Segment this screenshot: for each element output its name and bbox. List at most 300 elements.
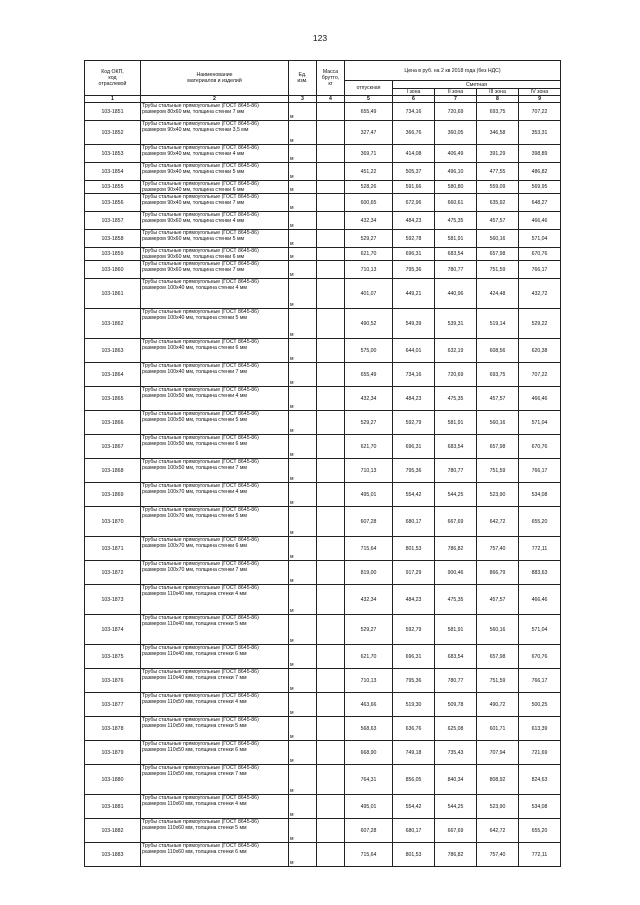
item-name — [141, 669, 289, 693]
item-size-line: размером 100х50 мм, толщина стенки 4 мм — [142, 393, 247, 399]
price-zone-2: 683,54 — [435, 645, 477, 669]
price-zone-1: 917,29 — [393, 561, 435, 585]
item-name-line: Трубы стальные прямоугольные (ГОСТ 8645-86) — [142, 717, 259, 723]
price-zone-1: 636,76 — [393, 717, 435, 741]
price-zone-3: 523,90 — [477, 795, 519, 819]
item-unit: м — [289, 387, 317, 411]
price-zone-4: 466,46 — [519, 212, 561, 230]
price-zone-4: 766,17 — [519, 261, 561, 279]
item-name-line: Трубы стальные прямоугольные (ГОСТ 8645-86) — [142, 795, 259, 801]
price-zone-1: 696,31 — [393, 435, 435, 459]
price-zone-2: 683,54 — [435, 248, 477, 261]
price-zone-2: 780,77 — [435, 459, 477, 483]
column-number: 8 — [477, 96, 519, 103]
price-zone-3: 457,57 — [477, 585, 519, 615]
header-release: отпускная — [345, 81, 393, 96]
price-zone-4: 670,76 — [519, 435, 561, 459]
item-mass — [317, 387, 345, 411]
price-zone-2: 720,69 — [435, 363, 477, 387]
price-release: 621,70 — [345, 248, 393, 261]
item-code: 103-1852 — [85, 121, 141, 145]
item-mass — [317, 145, 345, 163]
price-zone-2: 581,91 — [435, 230, 477, 248]
item-code: 103-1861 — [85, 279, 141, 309]
price-zone-4: 766,17 — [519, 669, 561, 693]
price-zone-1: 795,36 — [393, 459, 435, 483]
price-zone-4: 648,27 — [519, 194, 561, 212]
price-zone-3: 490,72 — [477, 693, 519, 717]
header-unit: Ед. изм. — [289, 61, 317, 96]
item-code: 103-1851 — [85, 103, 141, 121]
table-row — [85, 693, 561, 717]
item-size-line: размером 110х50 мм, толщина стенки 6 мм — [142, 747, 247, 753]
table-row — [85, 181, 561, 194]
item-name — [141, 537, 289, 561]
item-size-line: размером 100х40 мм, толщина стенки 4 мм — [142, 285, 247, 291]
item-code: 103-1858 — [85, 230, 141, 248]
column-number: 6 — [393, 96, 435, 103]
price-zone-1: 680,17 — [393, 819, 435, 843]
item-code: 103-1859 — [85, 248, 141, 261]
item-name — [141, 561, 289, 585]
item-name-line: Трубы стальные прямоугольные (ГОСТ 8645-86) — [142, 279, 259, 285]
column-number: 2 — [141, 96, 289, 103]
item-mass — [317, 309, 345, 339]
item-mass — [317, 795, 345, 819]
item-code: 103-1877 — [85, 693, 141, 717]
price-release: 655,49 — [345, 363, 393, 387]
price-zone-2: 544,25 — [435, 483, 477, 507]
item-code: 103-1860 — [85, 261, 141, 279]
item-unit: м — [289, 717, 317, 741]
table-row — [85, 615, 561, 645]
item-size-line: размером 110х50 мм, толщина стенки 7 мм — [142, 771, 247, 777]
item-name-line: Трубы стальные прямоугольные (ГОСТ 8645-86) — [142, 212, 259, 218]
item-unit: м — [289, 561, 317, 585]
item-name — [141, 248, 289, 261]
price-zone-1: 592,79 — [393, 411, 435, 435]
price-zone-3: 642,72 — [477, 507, 519, 537]
price-release: 432,34 — [345, 585, 393, 615]
item-code: 103-1857 — [85, 212, 141, 230]
price-release: 451,22 — [345, 163, 393, 181]
item-mass — [317, 248, 345, 261]
item-unit: м — [289, 163, 317, 181]
item-mass — [317, 561, 345, 585]
price-zone-1: 449,21 — [393, 279, 435, 309]
item-code: 103-1875 — [85, 645, 141, 669]
table-row — [85, 507, 561, 537]
table-row — [85, 537, 561, 561]
price-zone-1: 592,78 — [393, 230, 435, 248]
item-name — [141, 645, 289, 669]
price-zone-3: 457,57 — [477, 212, 519, 230]
price-zone-2: 900,46 — [435, 561, 477, 585]
item-unit: м — [289, 411, 317, 435]
table-row — [85, 339, 561, 363]
price-zone-1: 592,79 — [393, 615, 435, 645]
item-size-line: размером 100х70 мм, толщина стенки 6 мм — [142, 543, 247, 549]
item-mass — [317, 615, 345, 645]
price-zone-2: 475,35 — [435, 387, 477, 411]
item-name-line: Трубы стальные прямоугольные (ГОСТ 8645-86) — [142, 261, 259, 267]
price-zone-3: 560,16 — [477, 230, 519, 248]
price-release: 327,47 — [345, 121, 393, 145]
table-row — [85, 411, 561, 435]
price-release: 710,13 — [345, 669, 393, 693]
price-release: 621,70 — [345, 435, 393, 459]
price-release: 621,70 — [345, 645, 393, 669]
price-zone-1: 591,66 — [393, 181, 435, 194]
column-number: 9 — [519, 96, 561, 103]
item-mass — [317, 741, 345, 765]
table-row — [85, 585, 561, 615]
header-estimate: Сметная — [393, 81, 561, 89]
item-mass — [317, 717, 345, 741]
item-size-line: размером 90х60 мм, толщина стенки 5 мм — [142, 236, 245, 242]
price-zone-4: 432,72 — [519, 279, 561, 309]
item-unit: м — [289, 103, 317, 121]
item-code: 103-1876 — [85, 669, 141, 693]
item-name-line: Трубы стальные прямоугольные (ГОСТ 8645-86) — [142, 145, 259, 151]
item-mass — [317, 645, 345, 669]
price-zone-2: 667,69 — [435, 819, 477, 843]
table-row — [85, 459, 561, 483]
item-size-line: размером 90х40 мм, толщина стенки 5 мм — [142, 169, 245, 175]
item-name — [141, 795, 289, 819]
item-mass — [317, 819, 345, 843]
item-name — [141, 279, 289, 309]
price-release: 529,27 — [345, 230, 393, 248]
item-name — [141, 387, 289, 411]
price-zone-1: 366,76 — [393, 121, 435, 145]
item-code: 103-1881 — [85, 795, 141, 819]
item-mass — [317, 765, 345, 795]
price-zone-1: 795,36 — [393, 261, 435, 279]
item-unit: м — [289, 279, 317, 309]
price-zone-3: 693,75 — [477, 363, 519, 387]
price-zone-1: 734,16 — [393, 103, 435, 121]
item-name-line: Трубы стальные прямоугольные (ГОСТ 8645-86) — [142, 561, 259, 567]
item-size-line: размером 100х50 мм, толщина стенки 7 мм — [142, 465, 247, 471]
price-zone-2: 720,69 — [435, 103, 477, 121]
item-unit: м — [289, 248, 317, 261]
item-mass — [317, 212, 345, 230]
price-zone-4: 534,08 — [519, 795, 561, 819]
table-row — [85, 645, 561, 669]
price-zone-3: 751,59 — [477, 669, 519, 693]
price-zone-2: 581,91 — [435, 411, 477, 435]
table-row — [85, 387, 561, 411]
item-name — [141, 194, 289, 212]
price-zone-1: 696,31 — [393, 645, 435, 669]
item-code: 103-1883 — [85, 843, 141, 867]
item-name-line: Трубы стальные прямоугольные (ГОСТ 8645-86) — [142, 163, 259, 169]
price-zone-4: 655,20 — [519, 507, 561, 537]
price-zone-1: 749,18 — [393, 741, 435, 765]
column-number: 4 — [317, 96, 345, 103]
item-name — [141, 765, 289, 795]
item-name — [141, 103, 289, 121]
price-zone-3: 560,16 — [477, 411, 519, 435]
price-zone-1: 554,42 — [393, 795, 435, 819]
item-code: 103-1855 — [85, 181, 141, 194]
price-zone-1: 801,53 — [393, 843, 435, 867]
price-zone-2: 632,19 — [435, 339, 477, 363]
item-name — [141, 507, 289, 537]
table-row — [85, 717, 561, 741]
price-zone-2: 683,54 — [435, 435, 477, 459]
table-row — [85, 194, 561, 212]
item-unit: м — [289, 843, 317, 867]
item-code: 103-1868 — [85, 459, 141, 483]
item-unit: м — [289, 363, 317, 387]
table-row — [85, 435, 561, 459]
item-name-line: Трубы стальные прямоугольные (ГОСТ 8645-86) — [142, 669, 259, 675]
item-mass — [317, 339, 345, 363]
price-release: 495,01 — [345, 483, 393, 507]
header-zone-3: III зона — [477, 89, 519, 96]
item-code: 103-1874 — [85, 615, 141, 645]
price-zone-2: 475,35 — [435, 212, 477, 230]
price-zone-4: 466,46 — [519, 387, 561, 411]
item-code: 103-1878 — [85, 717, 141, 741]
item-mass — [317, 181, 345, 194]
item-size-line: размером 110х60 мм, толщина стенки 6 мм — [142, 849, 247, 855]
item-unit: м — [289, 765, 317, 795]
item-size-line: размером 100х50 мм, толщина стенки 5 мм — [142, 417, 247, 423]
item-unit: м — [289, 507, 317, 537]
price-zone-2: 539,31 — [435, 309, 477, 339]
price-zone-4: 670,76 — [519, 248, 561, 261]
item-size-line: размером 100х40 мм, толщина стенки 6 мм — [142, 345, 247, 351]
price-zone-3: 757,40 — [477, 537, 519, 561]
price-zone-3: 657,98 — [477, 248, 519, 261]
price-release: 715,64 — [345, 843, 393, 867]
price-zone-4: 613,39 — [519, 717, 561, 741]
item-name-line: Трубы стальные прямоугольные (ГОСТ 8645-86) — [142, 339, 259, 345]
item-size-line: размером 100х70 мм, толщина стенки 5 мм — [142, 513, 247, 519]
item-name — [141, 819, 289, 843]
price-zone-1: 505,37 — [393, 163, 435, 181]
price-zone-2: 509,78 — [435, 693, 477, 717]
price-zone-2: 660,61 — [435, 194, 477, 212]
price-zone-4: 529,22 — [519, 309, 561, 339]
item-unit: м — [289, 145, 317, 163]
item-mass — [317, 411, 345, 435]
page-number: 123 — [312, 33, 328, 43]
item-unit: м — [289, 212, 317, 230]
price-zone-1: 795,36 — [393, 669, 435, 693]
item-unit: м — [289, 261, 317, 279]
table-row — [85, 765, 561, 795]
item-name-line: Трубы стальные прямоугольные (ГОСТ 8645-86) — [142, 765, 259, 771]
price-zone-3: 346,58 — [477, 121, 519, 145]
item-name-line: Трубы стальные прямоугольные (ГОСТ 8645-86) — [142, 819, 259, 825]
item-unit: м — [289, 194, 317, 212]
price-zone-3: 391,29 — [477, 145, 519, 163]
price-release: 463,66 — [345, 693, 393, 717]
table-row — [85, 145, 561, 163]
price-zone-2: 625,08 — [435, 717, 477, 741]
item-code: 103-1865 — [85, 387, 141, 411]
item-code: 103-1873 — [85, 585, 141, 615]
price-zone-2: 544,25 — [435, 795, 477, 819]
table-row — [85, 163, 561, 181]
price-zone-3: 519,14 — [477, 309, 519, 339]
header-zone-1: I зона — [393, 89, 435, 96]
item-unit: м — [289, 645, 317, 669]
item-name — [141, 693, 289, 717]
item-size-line: размером 110х40 мм, толщина стенки 5 мм — [142, 621, 247, 627]
price-zone-4: 500,25 — [519, 693, 561, 717]
item-code: 103-1867 — [85, 435, 141, 459]
item-unit: м — [289, 585, 317, 615]
price-release: 568,63 — [345, 717, 393, 741]
price-zone-1: 680,17 — [393, 507, 435, 537]
item-name-line: Трубы стальные прямоугольные (ГОСТ 8645-86) — [142, 309, 259, 315]
item-size-line: размером 100х40 мм, толщина стенки 5 мм — [142, 315, 247, 321]
table-row — [85, 363, 561, 387]
price-zone-3: 523,90 — [477, 483, 519, 507]
item-code: 103-1863 — [85, 339, 141, 363]
price-zone-1: 519,30 — [393, 693, 435, 717]
price-zone-2: 475,35 — [435, 585, 477, 615]
item-size-line: размером 100х40 мм, толщина стенки 7 мм — [142, 369, 247, 375]
price-zone-2: 406,49 — [435, 145, 477, 163]
price-zone-3: 559,09 — [477, 181, 519, 194]
price-release: 369,71 — [345, 145, 393, 163]
column-number: 7 — [435, 96, 477, 103]
price-zone-3: 657,98 — [477, 435, 519, 459]
item-mass — [317, 669, 345, 693]
item-name — [141, 459, 289, 483]
price-release: 607,28 — [345, 819, 393, 843]
item-name — [141, 363, 289, 387]
item-size-line: размером 110х40 мм, толщина стенки 6 мм — [142, 651, 247, 657]
item-code: 103-1853 — [85, 145, 141, 163]
item-code: 103-1856 — [85, 194, 141, 212]
item-size-line: размером 90х40 мм, толщина стенки 6 мм — [142, 187, 245, 193]
price-zone-4: 571,04 — [519, 230, 561, 248]
price-zone-4: 721,69 — [519, 741, 561, 765]
price-zone-4: 569,95 — [519, 181, 561, 194]
price-zone-3: 751,59 — [477, 459, 519, 483]
price-zone-2: 786,82 — [435, 537, 477, 561]
item-name-line: Трубы стальные прямоугольные (ГОСТ 8645-86) — [142, 741, 259, 747]
price-zone-4: 466,46 — [519, 585, 561, 615]
item-mass — [317, 230, 345, 248]
price-zone-2: 496,10 — [435, 163, 477, 181]
price-release: 575,00 — [345, 339, 393, 363]
item-name — [141, 717, 289, 741]
price-release: 529,27 — [345, 411, 393, 435]
item-code: 103-1864 — [85, 363, 141, 387]
price-zone-4: 772,11 — [519, 843, 561, 867]
item-unit: м — [289, 537, 317, 561]
price-zone-3: 608,56 — [477, 339, 519, 363]
table-row — [85, 795, 561, 819]
price-zone-3: 457,57 — [477, 387, 519, 411]
price-zone-1: 672,96 — [393, 194, 435, 212]
price-zone-2: 840,34 — [435, 765, 477, 795]
price-release: 668,90 — [345, 741, 393, 765]
table-row — [85, 741, 561, 765]
item-name — [141, 230, 289, 248]
item-name — [141, 145, 289, 163]
item-unit: м — [289, 459, 317, 483]
table-row — [85, 309, 561, 339]
item-mass — [317, 507, 345, 537]
item-name-line: Трубы стальные прямоугольные (ГОСТ 8645-86) — [142, 411, 259, 417]
price-zone-4: 486,82 — [519, 163, 561, 181]
price-zone-4: 670,76 — [519, 645, 561, 669]
item-name — [141, 411, 289, 435]
item-code: 103-1872 — [85, 561, 141, 585]
price-zone-3: 707,94 — [477, 741, 519, 765]
item-mass — [317, 194, 345, 212]
item-size-line: размером 100х50 мм, толщина стенки 6 мм — [142, 441, 247, 447]
item-name-line: Трубы стальные прямоугольные (ГОСТ 8645-86) — [142, 121, 259, 127]
item-code: 103-1862 — [85, 309, 141, 339]
header-zone-4: IV зона — [519, 89, 561, 96]
item-unit: м — [289, 121, 317, 145]
price-release: 710,13 — [345, 459, 393, 483]
table-row — [85, 561, 561, 585]
table-row — [85, 261, 561, 279]
price-zone-4: 766,17 — [519, 459, 561, 483]
item-name-line: Трубы стальные прямоугольные (ГОСТ 8645-86) — [142, 459, 259, 465]
item-size-line: размером 80х60 мм, толщина стенки 7 мм — [142, 109, 245, 115]
item-mass — [317, 843, 345, 867]
item-name — [141, 483, 289, 507]
item-unit: м — [289, 669, 317, 693]
header-mass: Масса брутто, кг — [317, 61, 345, 96]
price-zone-3: 601,71 — [477, 717, 519, 741]
item-name-line: Трубы стальные прямоугольные (ГОСТ 8645-86) — [142, 693, 259, 699]
price-release: 495,01 — [345, 795, 393, 819]
item-mass — [317, 435, 345, 459]
item-name-line: Трубы стальные прямоугольные (ГОСТ 8645-86) — [142, 363, 259, 369]
item-unit: м — [289, 181, 317, 194]
item-mass — [317, 585, 345, 615]
item-name-line: Трубы стальные прямоугольные (ГОСТ 8645-86) — [142, 507, 259, 513]
price-zone-1: 734,16 — [393, 363, 435, 387]
table-row — [85, 819, 561, 843]
price-zone-2: 580,80 — [435, 181, 477, 194]
item-name — [141, 309, 289, 339]
price-zone-4: 824,63 — [519, 765, 561, 795]
price-zone-4: 883,63 — [519, 561, 561, 585]
header-column-numbers — [85, 96, 561, 103]
item-mass — [317, 537, 345, 561]
table-body — [85, 103, 561, 867]
table-row — [85, 279, 561, 309]
item-name — [141, 163, 289, 181]
table-header — [85, 61, 561, 103]
item-name-line: Трубы стальные прямоугольные (ГОСТ 8645-86) — [142, 194, 259, 200]
table-row — [85, 121, 561, 145]
item-size-line: размером 110х50 мм, толщина стенки 4 мм — [142, 699, 247, 705]
price-zone-4: 772,11 — [519, 537, 561, 561]
price-release: 607,28 — [345, 507, 393, 537]
item-size-line: размером 100х70 мм, толщина стенки 4 мм — [142, 489, 247, 495]
item-size-line: размером 90х40 мм, толщина стенки 3,5 мм — [142, 127, 249, 133]
price-zone-2: 667,69 — [435, 507, 477, 537]
item-mass — [317, 693, 345, 717]
item-mass — [317, 163, 345, 181]
header-price-group: Цена в руб. на 2 кв 2018 года (без НДС) — [345, 61, 561, 81]
